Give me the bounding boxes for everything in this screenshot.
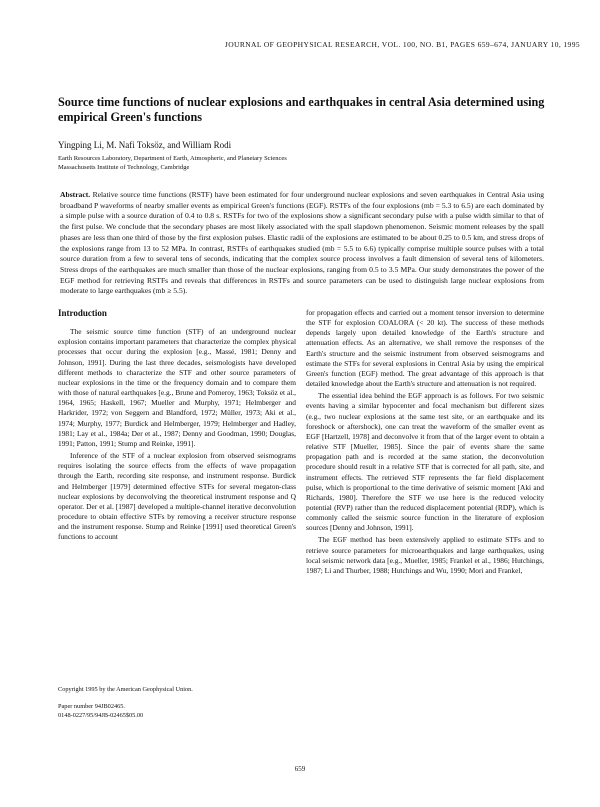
author-list: Yingping Li, M. Nafi Toksöz, and William Rodi (58, 140, 232, 150)
right-column (306, 308, 544, 578)
body-paragraph: The essential idea behind the EGF approach is as follows. For two seismic events having a similar hypocenter and focal mechanism but different sizes (e.g., two nuclear explosions at the same test site, or an earthquake and its foreshock or aftershock), one can treat the waveform of the smaller event as EGF [Hartzell, 1978] and deconvolve it from that of the larger event to obtain a relative STF [Mueller, 1985]. Since the pair of events share the same propagation path and is recorded at the same station, the deconvolution procedure should result in a relative STF that is corrected for all path, site, and instrument effects. The retrieved STF represents the far field displacement pulse, which is proportional to the time derivative of seismic moment [Aki and Richards, 1980]. Therefore the STF we use here is the reduced velocity potential (RVP) rather than the reduced displacement potential (RDP), which is commonly called the seismic source function in the literature of explosion sources [Denny and Johnson, 1991]. (306, 391, 544, 533)
affiliation-line: Massachusetts Institute of Technology, Cambridge (58, 164, 190, 171)
page-number: 659 (294, 765, 306, 773)
copyright-notice: Copyright 1995 by the American Geophysical Union. (58, 686, 193, 693)
body-paragraph: for propagation effects and carried out a moment tensor inversion to determine the STF for explosion COALORA (< 20 kt). The success of these methods depends largely upon detailed knowledge of the Earth's structure and attenuation effects. As an alternative, we shall remove the responses of the Earth's structure and the seismic instrument from observed seismograms and estimate the STFs for several explosions in Central Asia by using the empirical Green's function (EGF) method. The great advantage of this approach is that detailed knowledge about the Earth's structure and attenuation is not required. (306, 308, 544, 389)
body-paragraph: The EGF method has been extensively applied to estimate STFs and to retrieve source parameters for microearthquakes and large earthquakes, using local seismic network data [e.g., Mueller, 1985; Frankel et al., 1986; Hutchings, 1987; Li and Thurber, 1988; Hutchings and Wu, 1990; Mori and Frankel, (306, 535, 544, 575)
abstract (60, 190, 544, 297)
issn-code: 0148-0227/95/94JB-02465$05.00 (58, 712, 144, 719)
left-column (58, 308, 296, 544)
section-heading-introduction: Introduction (58, 308, 107, 318)
body-paragraph: The seismic source time function (STF) of an underground nuclear explosion contains important parameters that characterize the complex physical processes that occur during the explosion [e.g., Massé, 1981; Denny and Johnson, 1991]. During the last three decades, seismologists have developed different methods to characterize the STF and other source parameters of nuclear explosions in the time or the frequency domain and to compare them with those of natural earthquakes [e.g., Brune and Pomeroy, 1963; Toksöz et al., 1964, 1965; Haskell, 1967; Mueller and Murphy, 1971; Helmberger and Harkrider, 1972; von Seggern and Blandford, 1972; Müller, 1973; Aki et al., 1974; Murphy, 1977; Burdick and Helmberger, 1979; Helmberger and Hadley, 1981; Lay et al., 1984a; Der et al., 1987; Denny and Goodman, 1990; Douglas, 1991; Patton, 1991; Stump and Reinke, 1991]. (58, 327, 296, 448)
body-paragraph: Inference of the STF of a nuclear explosion from observed seismograms requires isolating the source effects from the effects of wave propagation through the Earth, recording site response, and instrument response. Burdick and Helmberger [1979] determined effective STFs for several megaton-class nuclear explosions by deconvolving the theoretical instrument response and Q operator. Der et al. [1987] developed a multiple-channel iterative deconvolution procedure to obtain effective STFs by removing a receiver structure response and the instrument response. Stump and Reinke [1991] used theoretical Green's functions to account (58, 451, 296, 542)
affiliation (58, 154, 287, 172)
running-head: JOURNAL OF GEOPHYSICAL RESEARCH, VOL. 100, NO. B1, PAGES 659–674, JANUARY 10, 1995 (224, 40, 580, 49)
footer-notes (58, 685, 296, 720)
affiliation-line: Earth Resources Laboratory, Department of Earth, Atmospheric, and Planetary Sciences (58, 155, 287, 162)
paper-title: Source time functions of nuclear explosions and earthquakes in central Asia determined using empirical Green's functions (58, 95, 545, 124)
abstract-label: Abstract. (60, 190, 91, 199)
abstract-text: Relative source time functions (RSTF) have been estimated for four underground nuclear explosions and seven earthquakes in Central Asia using broadband P waveforms of nearby smaller events as empirical Green's functions (EGF). RSTFs of the four explosions (mb = 5.3 to 6.5) are each dominated by a simple pulse with a source duration of 0.4 to 0.8 s. RSTFs for two of the explosions show a significant secondary pulse with a pulse width similar to that of the first pulse. We conclude that the secondary phases are most likely associated with the spall slapdown phenomenon. Seismic moment releases by the spall phases are less than one third of those by the first explosion pulses. Elastic radii of the explosions are estimated to be about 0.25 to 0.5 km, and stress drops of the explosions range from 13 to 52 MPa. In contrast, RSTFs of earthquakes studied (mb = 5.5 to 6.6) typically comprise multiple source pulses with a total source duration from a few to several tens of seconds, indicating that the complex source process involves a fault dimension of several tens of kilometers. Stress drops of the earthquakes are much smaller than those of the nuclear explosions, ranging from 0.5 to 3.5 MPa. Our study demonstrates the power of the EGF method for retrieving RSTFs and reveals that differences in RSTFs and source parameters can be used to distinguish large nuclear explosions from moderate to large earthquakes (mb ≥ 5.5). (60, 190, 544, 296)
paper-number: Paper number 94JB02465. (58, 703, 125, 710)
